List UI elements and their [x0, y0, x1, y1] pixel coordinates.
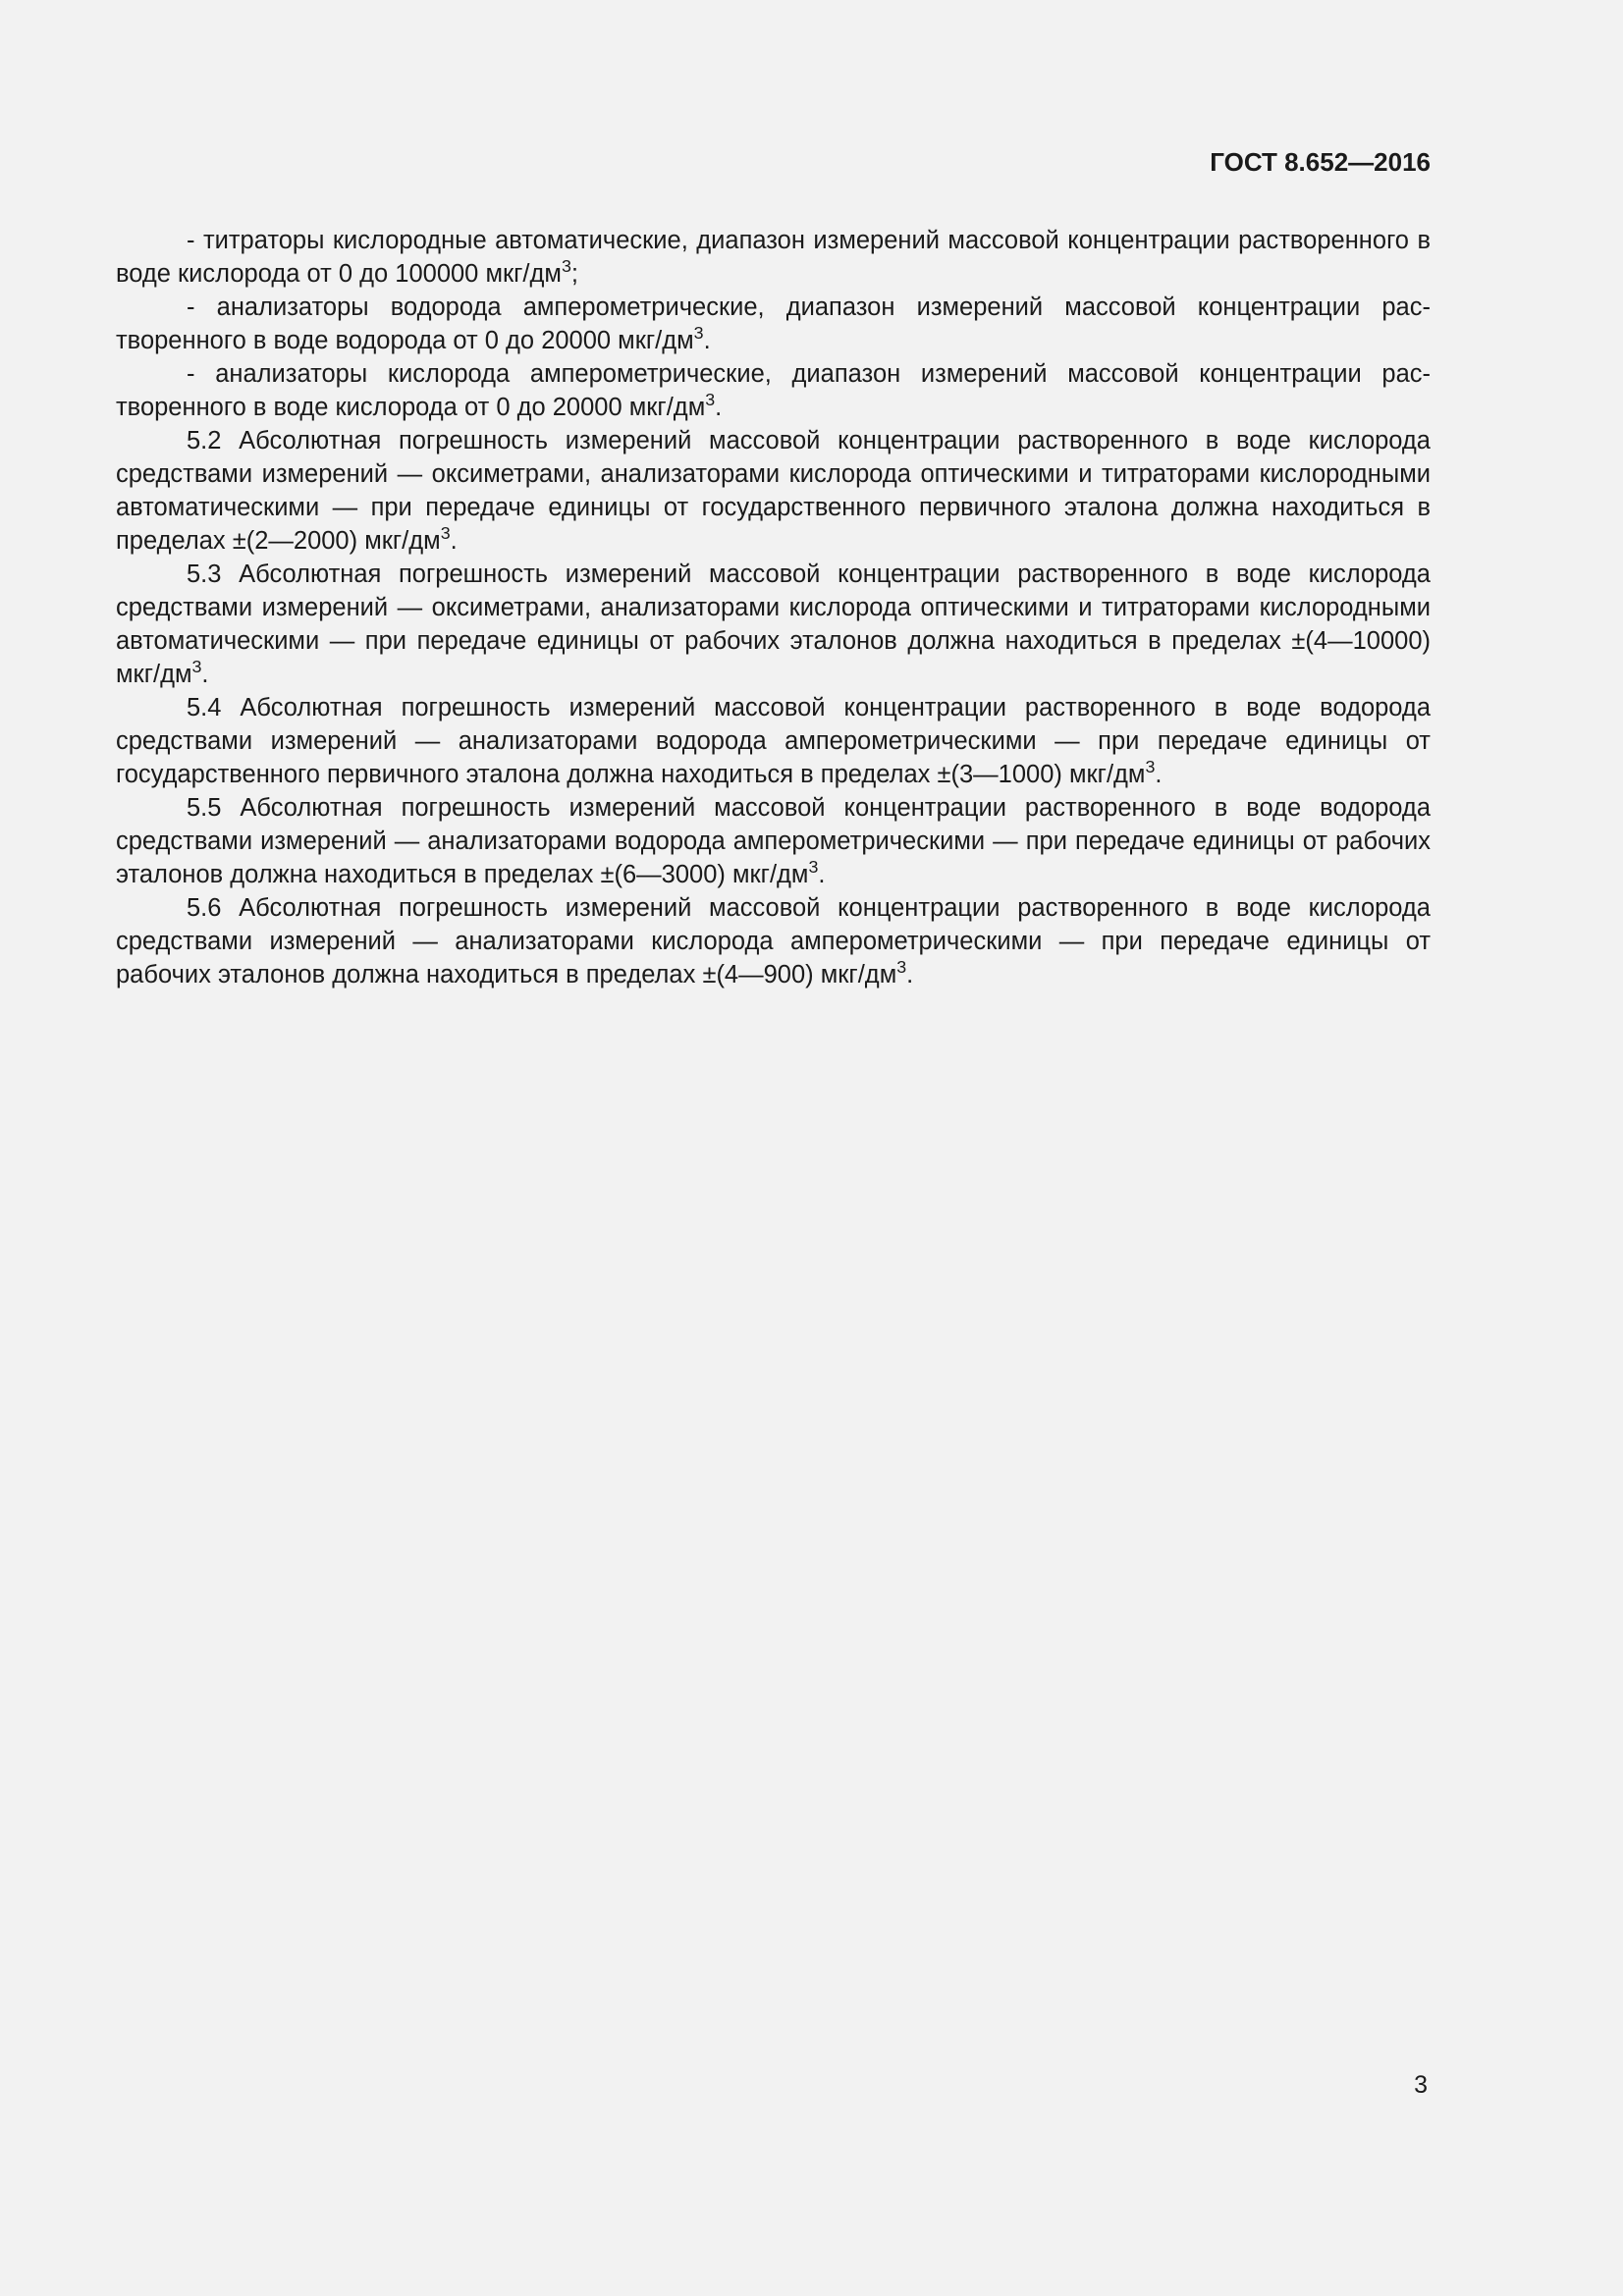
document-header: ГОСТ 8.652—2016: [1210, 147, 1431, 177]
paragraph-5-5: 5.5 Абсолютная погрешность измерений массовой концентрации растворенного в воде водорода средствами измерений — анализаторами водорода амперометрическими — при передаче единицы от рабочих эталонов должна находиться в пределах ±(6—3000) мкг/$дм^3$.: [116, 794, 1431, 888]
paragraph-titrators: - титраторы кислородные автоматические, диапазон измерений массовой концентрации растворенного в воде кислорода от 0 до 100000 мкг/$дм^3$;: [116, 227, 1431, 288]
page-number: 3: [1414, 2071, 1428, 2099]
paragraph-hydrogen-analyzers: - анализаторы водорода амперометрические, диапазон измерений массовой концентрации растворенного в воде водорода от 0 до 20000 мкг/$дм^3$.: [116, 294, 1431, 354]
paragraph-5-6: 5.6 Абсолютная погрешность измерений массовой концентрации растворенного в воде кислорода средствами измерений — анализаторами кислорода амперометрическими — при передаче единицы от рабочих эталонов должна находиться в пределах ±(4—900) мкг/$дм^3$.: [116, 894, 1431, 988]
document-body: [116, 224, 1431, 991]
paragraph-5-3: 5.3 Абсолютная погрешность измерений массовой концентрации растворенного в воде кислорода средствами измерений — оксиметрами, анализаторами кислорода оптическими и титраторами кислородными автоматическими — при передаче единицы от рабочих эталонов должна находиться в пределах ±(4—10000) мкг/$дм^3$.: [116, 561, 1431, 688]
paragraph-5-2: 5.2 Абсолютная погрешность измерений массовой концентрации растворенного в воде кислорода средствами измерений — оксиметрами, анализаторами кислорода оптическими и титраторами кислородными автоматическими — при передаче единицы от государственного первичного эталона должна находиться в пределах ±(2—2000) мкг/$дм^3$.: [116, 427, 1431, 555]
paragraph-oxygen-analyzers: - анализаторы кислорода амперометрические, диапазон измерений массовой концентрации растворенного в воде кислорода от 0 до 20000 мкг/$дм^3$.: [116, 360, 1431, 421]
paragraph-5-4: 5.4 Абсолютная погрешность измерений массовой концентрации растворенного в воде водорода средствами измерений — анализаторами водорода амперометрическими — при передаче единицы от государственного первичного эталона должна находиться в пределах ±(3—1000) мкг/$дм^3$.: [116, 694, 1431, 788]
